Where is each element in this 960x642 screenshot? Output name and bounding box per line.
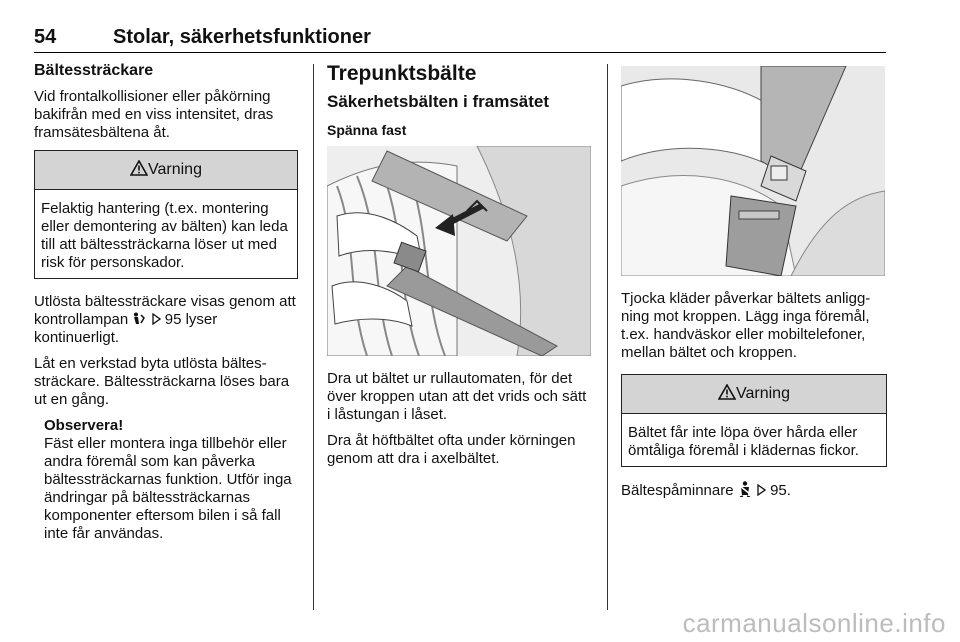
warning-title: Varning xyxy=(148,161,202,178)
seatbelt-reminder-icon xyxy=(738,481,752,497)
warning-body: Bältet får inte löpa över hårda eller ömtåliga föremål i klädernas fickor. xyxy=(628,424,859,459)
column-left xyxy=(34,62,298,543)
paragraph: Låt en verkstad byta utlösta bältes-sträckare. Bältessträckarna löses bara ut en gång. xyxy=(34,355,290,408)
column-middle xyxy=(327,62,593,476)
section-heading: Bältessträckare xyxy=(34,62,154,79)
warning-body: Felaktig hantering (t.ex. montering eller demontering av bälten) kan leda till att bältessträckarna löser ut med risk för personskador. xyxy=(41,200,288,271)
column-divider xyxy=(607,64,608,610)
minor-heading: Spänna fast xyxy=(327,122,407,138)
paragraph-text: lyser kontinuerligt. xyxy=(34,311,218,346)
column-right xyxy=(621,62,887,508)
paragraph: Dra åt höftbältet ofta under körningen genom att dra i axelbältet. xyxy=(327,432,576,467)
watermark: carmanualsonline.info xyxy=(682,608,946,638)
note-box xyxy=(34,417,298,543)
section-heading: Trepunktsbälte xyxy=(327,62,477,85)
column-divider xyxy=(313,64,314,610)
airbag-lamp-icon xyxy=(132,312,146,325)
paragraph xyxy=(621,481,887,500)
warning-header xyxy=(35,151,297,190)
warning-triangle-icon xyxy=(130,160,148,176)
paragraph-text: Bältespåminnare xyxy=(621,482,734,499)
page-number: 54 xyxy=(34,26,57,48)
warning-triangle-icon xyxy=(718,384,736,400)
warning-box xyxy=(621,374,887,467)
paragraph: Vid frontalkollisioner eller påkörning bakifrån med en viss intensitet, dras framsätesbältena åt. xyxy=(34,88,274,141)
page-title: Stolar, säkerhetsfunktioner xyxy=(113,26,371,48)
page-ref-arrow-icon xyxy=(756,484,766,496)
seatbelt-fastening-illustration xyxy=(327,146,591,356)
paragraph: Dra ut bältet ur rullautomaten, för det över kroppen utan att det vrids och sätt i låstungan i låset. xyxy=(327,370,587,423)
paragraph xyxy=(34,293,298,347)
page-ref-arrow-icon xyxy=(151,313,161,325)
warning-title: Varning xyxy=(736,385,790,402)
subsection-heading: Säkerhetsbälten i framsätet xyxy=(327,92,550,111)
page-reference: 95 xyxy=(164,311,182,328)
page-header xyxy=(34,26,886,53)
warning-header xyxy=(622,375,886,414)
paragraph-text: Utlösta bältessträckare visas genom att kontrollampan xyxy=(34,293,296,328)
warning-box xyxy=(34,150,298,279)
note-body: Fäst eller montera inga tillbehör eller andra föremål som kan påverka bältessträckarnas funktion. Utför inga ändringar på bältessträckarnas komponenter eftersom bilen i så fall inte får användas. xyxy=(44,435,292,542)
page-reference: 95. xyxy=(770,482,791,499)
note-title: Observera! xyxy=(44,417,124,434)
seatbelt-buckle-illustration xyxy=(621,66,885,276)
paragraph: Tjocka kläder påverkar bältets anligg-ning mot kroppen. Lägg inga föremål, t.ex. handväskor eller mobiltelefoner, mellan bältet och kroppen. xyxy=(621,290,871,361)
